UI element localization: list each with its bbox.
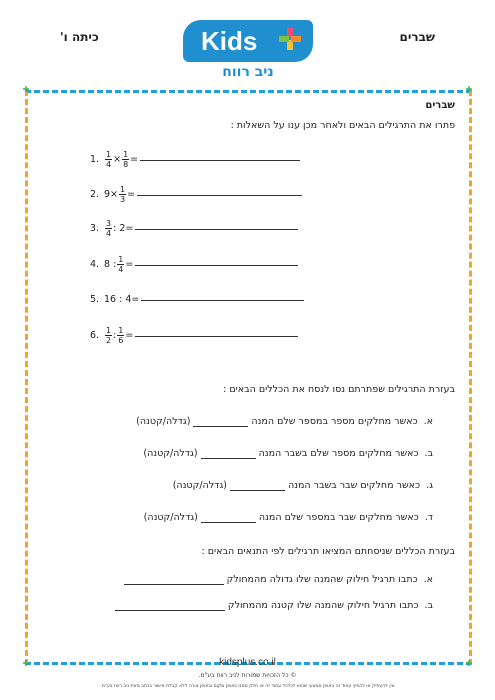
fraction: $\frac{1}{6}$ [118, 326, 124, 345]
exercise-6 [90, 326, 298, 345]
rules-section-title: בעזרת התרגילים שפתרתם נסו לנסח את הכללים הבאים : [223, 384, 455, 395]
rule-blank[interactable] [201, 513, 256, 523]
equals-sign: = [131, 294, 140, 305]
tasks-section-title: בעזרת הכללים שניסחתם המציאו תרגילים לפי התנאים הבאים : [201, 546, 455, 557]
exercise-4 [90, 255, 298, 274]
footer-url[interactable]: kidsplus.co.il [219, 657, 276, 668]
fraction: $\frac{1}{4}$ [118, 255, 124, 274]
rule-text: כאשר מחלקים מספר שלם בשבר המנה [258, 448, 419, 459]
task-blank[interactable] [124, 575, 224, 585]
rule-choice: (גדלה/קטנה) [172, 480, 227, 491]
fraction: $\frac{3}{4}$ [106, 219, 112, 238]
footer-copyright: © כל הזכויות שמורות לניב רווח בע"מ. [198, 672, 297, 679]
operand: 16 : 4 [104, 294, 132, 305]
rule-blank[interactable] [193, 417, 248, 427]
exercise-1 [90, 150, 300, 169]
rule-blank[interactable] [230, 481, 285, 491]
operator: × [110, 189, 119, 200]
rule-text: כאשר מחלקים שבר במספר שלם המנה [258, 512, 419, 523]
answer-line[interactable] [137, 194, 302, 196]
rule-label: א. [423, 416, 433, 427]
task-label: ב. [424, 600, 433, 611]
exercise-2 [90, 185, 302, 204]
rule-item [144, 512, 433, 523]
rule-item [136, 416, 433, 427]
rule-blank[interactable] [201, 449, 256, 459]
operator: × [113, 154, 122, 165]
worksheet-instruction: פתרו את התרגילים הבאים ולאחר מכן ענו על השאלות : [230, 120, 455, 131]
rule-item [173, 480, 433, 491]
answer-line[interactable] [140, 159, 300, 161]
answer-line[interactable] [141, 299, 304, 301]
exercise-5 [90, 294, 304, 305]
task-item [121, 574, 433, 585]
kids-logo [183, 20, 313, 88]
answer-line[interactable] [135, 264, 298, 266]
rule-text: כאשר מחלקים מספר במספר שלם המנה [251, 416, 418, 427]
exercise-number: 5. [90, 294, 100, 305]
exercise-number: 6. [90, 330, 100, 341]
operator: : [113, 330, 117, 341]
task-text: כתבו תרגיל חילוק שהמנה שלו גדולה מהמחולק [226, 574, 418, 585]
rule-text: כאשר מחלקים שבר בשבר המנה [287, 480, 421, 491]
corner-star-icon: ✚ [465, 659, 473, 668]
task-label: א. [423, 574, 433, 585]
answer-line[interactable] [135, 335, 298, 337]
corner-star-icon: ✚ [22, 85, 30, 94]
task-text: כתבו תרגיל חילוק שהמנה שלו קטנה מהמחולק [227, 600, 419, 611]
fraction: $\frac{1}{2}$ [106, 326, 112, 345]
fraction: $\frac{1}{4}$ [106, 150, 112, 169]
corner-star-icon: ✚ [465, 85, 473, 94]
equals-sign: = [130, 154, 139, 165]
operand: 9 [104, 189, 111, 200]
equals-sign: = [127, 189, 136, 200]
exercise-number: 1. [90, 154, 100, 165]
exercise-number: 3. [90, 223, 100, 234]
task-blank[interactable] [115, 601, 225, 611]
equals-sign: = [125, 223, 134, 234]
logo-brand: Kids [201, 26, 258, 56]
rule-label: ב. [424, 448, 433, 459]
operator: : 2 [113, 223, 126, 234]
equals-sign: = [125, 330, 134, 341]
footer-notice: אין להעתיק או להפיץ עמוד זה באופן אמצעי שהוא לכלכל עמוד זה או חלק ממנו באופן מקום ובאופן צורה ללא קבלת אישור בכתב מאת ניב רווח בע"מ. [100, 684, 395, 689]
operand: 8 : [104, 259, 117, 270]
plus-icon [279, 28, 301, 50]
fraction: $\frac{1}{3}$ [120, 185, 126, 204]
subject-label: שברים [399, 30, 435, 44]
logo-subtitle: ניב רווח [222, 64, 274, 80]
rule-label: ד. [424, 512, 433, 523]
exercise-3 [90, 219, 298, 238]
task-item [112, 600, 433, 611]
rule-item [143, 448, 433, 459]
rule-label: ג. [426, 480, 433, 491]
equals-sign: = [125, 259, 134, 270]
logo-badge [183, 20, 313, 62]
grade-label: כיתה ו' [60, 30, 99, 44]
rule-choice: (גדלה/קטנה) [143, 512, 198, 523]
exercise-number: 2. [90, 189, 100, 200]
worksheet-title: שברים [425, 100, 455, 111]
corner-star-icon: ✚ [22, 659, 30, 668]
exercise-number: 4. [90, 259, 100, 270]
answer-line[interactable] [135, 228, 298, 230]
rule-choice: (גדלה/קטנה) [136, 416, 191, 427]
fraction: $\frac{1}{8}$ [123, 150, 129, 169]
rule-choice: (גדלה/קטנה) [143, 448, 198, 459]
